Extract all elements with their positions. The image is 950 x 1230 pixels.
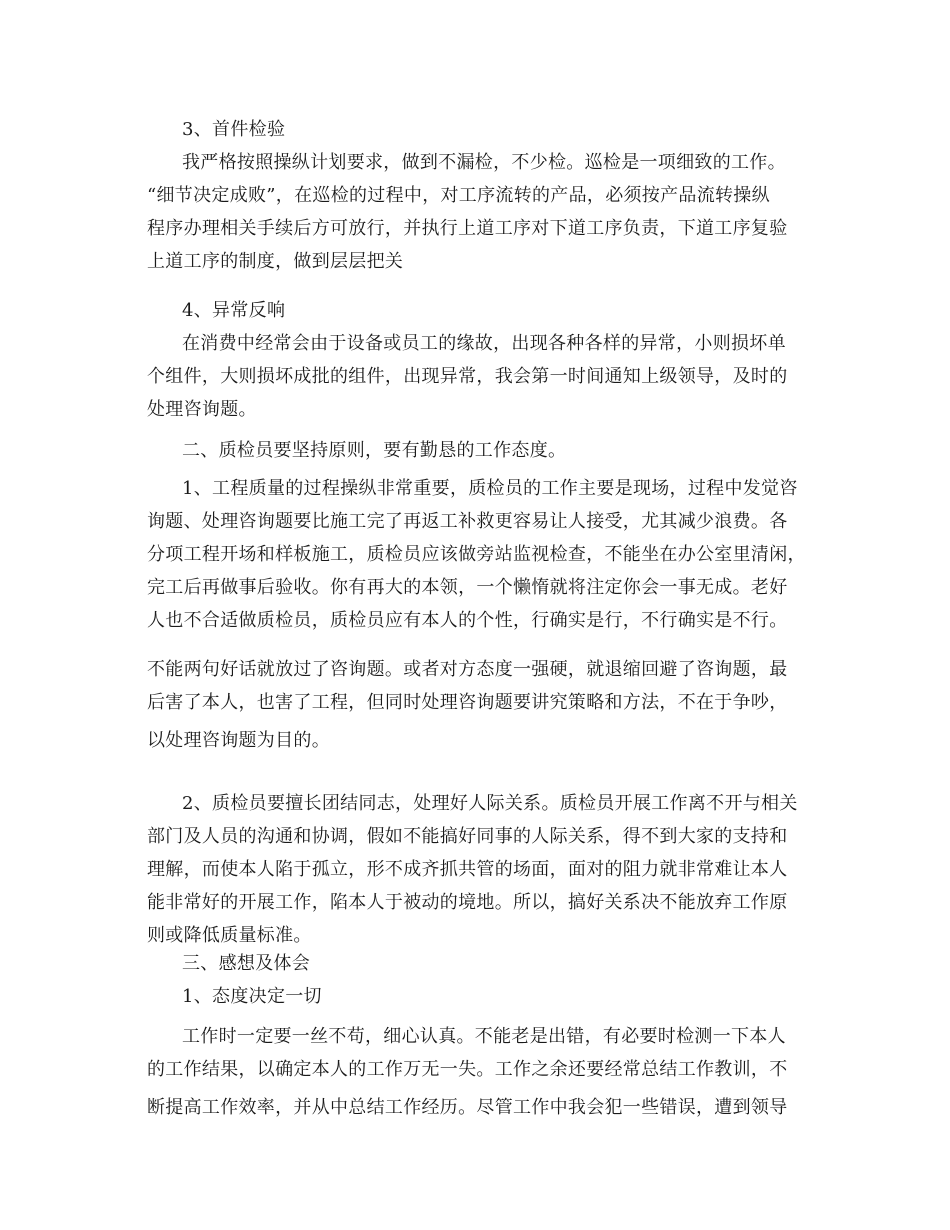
paragraph-line: 能非常好的开展工作，陷本人于被动的境地。所以，搞好关系决不能放弃工作原 xyxy=(147,892,788,913)
paragraph-line: 在消费中经常会由于设备或员工的缘故，出现各种各样的异常，小则损坏单 xyxy=(182,333,786,354)
paragraph-line: 程序办理相关手续后方可放行，并执行上道工序对下道工序负责，下道工序复验 xyxy=(147,218,788,239)
paragraph-line: 人也不合适做质检员，质检员应有本人的个性，行确实是行，不行确实是不行。 xyxy=(147,610,788,631)
paragraph-line: 我严格按照操纵计划要求，做到不漏检，不少检。巡检是一项细致的工作。 xyxy=(182,152,786,173)
paragraph-line: 完工后再做事后验收。你有再大的本领，一个懒惰就将注定你会一事无成。老好 xyxy=(147,577,788,598)
paragraph-line: 后害了本人，也害了工程，但同时处理咨询题要讲究策略和方法，不在于争吵， xyxy=(147,692,788,713)
section-heading: 4、异常反响 xyxy=(182,300,286,321)
paragraph-line: 以处理咨询题为目的。 xyxy=(147,730,330,751)
paragraph-line: 处理咨询题。 xyxy=(147,399,257,420)
paragraph-line: 理解，而使本人陷于孤立，形不成齐抓共管的场面，面对的阻力就非常难让本人 xyxy=(147,859,788,880)
paragraph-line: 工作时一定要一丝不苟，细心认真。不能老是出错，有必要时检测一下本人 xyxy=(182,1026,786,1047)
paragraph-line: 分项工程开场和样板施工，质检员应该做旁站监视检查，不能坐在办公室里清闲， xyxy=(147,544,806,565)
paragraph-line: 断提高工作效率，并从中总结工作经历。尽管工作中我会犯一些错误，遭到领导 xyxy=(147,1097,788,1118)
section-heading: 二、质检员要坚持原则，要有勤恳的工作态度。 xyxy=(182,440,567,461)
section-heading: 三、感想及体会 xyxy=(182,953,311,974)
paragraph-line: 则或降低质量标准。 xyxy=(147,925,312,946)
section-heading: 3、首件检验 xyxy=(182,119,286,140)
paragraph-line: 1、工程质量的过程操纵非常重要，质检员的工作主要是现场，过程中发觉咨 xyxy=(182,478,798,499)
paragraph-line: 个组件，大则损坏成批的组件，出现异常，我会第一时间通知上级领导，及时的 xyxy=(147,366,788,387)
paragraph-line: 询题、处理咨询题要比施工完了再返工补救更容易让人接受，尤其减少浪费。各 xyxy=(147,511,788,532)
section-heading: 1、态度决定一切 xyxy=(182,986,322,1007)
paragraph-line: 2、质检员要擅长团结同志，处理好人际关系。质检员开展工作离不开与相关 xyxy=(182,793,798,814)
paragraph-line: “细节决定成败”，在巡检的过程中，对工序流转的产品，必须按产品流转操纵 xyxy=(147,185,770,206)
paragraph-line: 的工作结果，以确定本人的工作万无一失。工作之余还要经常总结工作教训，不 xyxy=(147,1059,788,1080)
paragraph-line: 不能两句好话就放过了咨询题。或者对方态度一强硬，就退缩回避了咨询题，最 xyxy=(147,659,788,680)
paragraph-line: 上道工序的制度，做到层层把关 xyxy=(147,251,404,272)
paragraph-line: 部门及人员的沟通和协调，假如不能搞好同事的人际关系，得不到大家的支持和 xyxy=(147,826,788,847)
